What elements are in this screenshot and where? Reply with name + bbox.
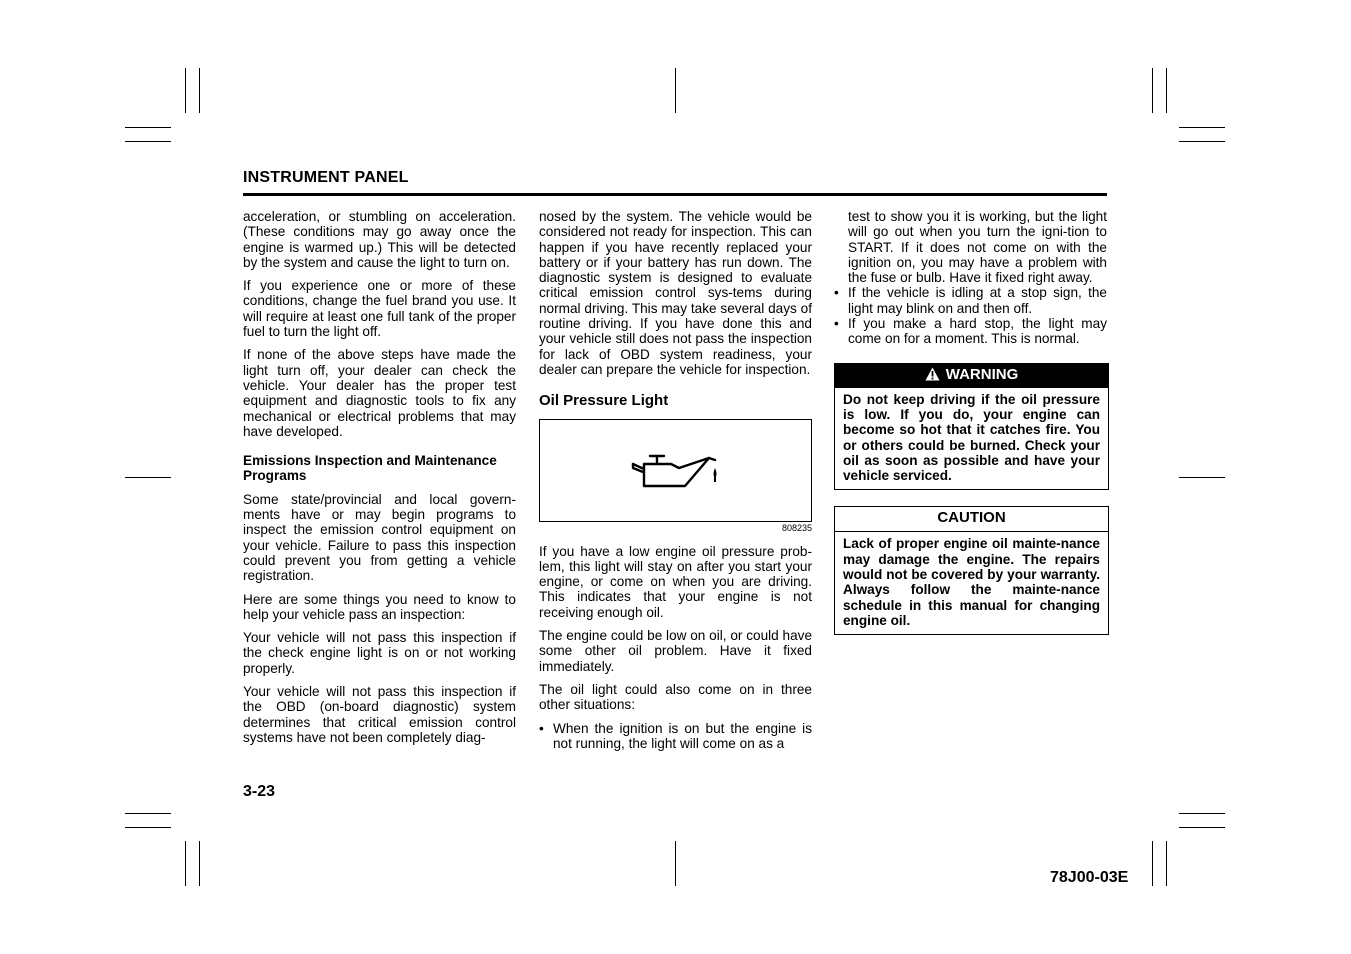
list-item: • If the vehicle is idling at a stop sign, the light may blink on and then off. — [834, 285, 1107, 316]
warning-header — [835, 364, 1108, 388]
crop-mark — [185, 68, 186, 113]
crop-mark — [125, 813, 171, 814]
crop-mark — [1179, 827, 1225, 828]
paragraph: The engine could be low on oil, or could have some other oil problem. Have it fixed immediately. — [539, 628, 812, 674]
bullet-list — [834, 285, 1107, 346]
paragraph: Your vehicle will not pass this inspection if the OBD (on-board diagnostic) system determines that critical emission control systems have not been completely diag- — [243, 684, 516, 745]
crop-mark — [1179, 127, 1225, 128]
bullet-list — [539, 721, 812, 752]
list-item: • When the ignition is on but the engine is not running, the light will come on as a — [539, 720, 812, 751]
crop-mark — [675, 68, 676, 113]
crop-mark — [1166, 841, 1167, 886]
crop-mark — [125, 141, 171, 142]
subheading-emissions-inspection: Emissions Inspection and Maintenance Programs — [243, 453, 497, 484]
oil-can-icon — [629, 448, 721, 492]
paragraph: If you experience one or more of these conditions, change the fuel brand you use. It will require at least one full tank of the proper fuel to turn the light off. — [243, 278, 516, 340]
crop-mark — [185, 841, 186, 886]
bullet-continuation: test to show you it is working, but the light will go out when you turn the igni-tion to START. If it does not come on with the ignition on, you may have a problem with the fuse or bulb. Have it fixed right away. — [848, 209, 1107, 286]
figure-code: 808235 — [781, 522, 812, 533]
column-3 — [834, 209, 1107, 635]
crop-mark — [1179, 141, 1225, 142]
paragraph: Here are some things you need to know to help your vehicle pass an inspection: — [243, 591, 516, 622]
paragraph: If you have a low engine oil pressure prob-lem, this light will stay on after you start your engine, or come on when you are driving. This indicates that your engine is not receiving enough oil. — [539, 543, 812, 620]
crop-mark — [199, 68, 200, 113]
crop-mark — [675, 841, 676, 886]
heading-oil-pressure-light: Oil Pressure Light — [539, 392, 669, 410]
warning-text: Do not keep driving if the oil pressure is low. If you do, your engine can become so hot that it catches fire. You or others could be burned. Check your oil as soon as possible and have your vehicle serviced. — [843, 391, 1100, 484]
document-code: 78J00-03E — [1050, 869, 1129, 886]
paragraph: Some state/provincial and local govern-ments have or may begin programs to inspect the emission control equipment on your vehicle. Failure to pass this inspection could prevent you from getting a vehicle registration. — [243, 491, 516, 584]
crop-mark — [125, 477, 171, 478]
paragraph: The oil light could also come on in three other situations: — [539, 681, 812, 713]
crop-mark — [1152, 68, 1153, 113]
column-2 — [539, 209, 812, 751]
warning-box — [834, 363, 1109, 491]
paragraph: If none of the above steps have made the light turn off, your dealer can check the vehicle. Your dealer has the proper test equipment and diagnostic tools to fix any mechanical or electrical problems that may have developed. — [243, 347, 516, 439]
warning-triangle-icon — [925, 366, 940, 388]
crop-mark — [1166, 68, 1167, 113]
page-number: 3-23 — [243, 783, 276, 800]
crop-mark — [125, 127, 171, 128]
paragraph: Your vehicle will not pass this inspection if the check engine light is on or not working properly. — [243, 630, 516, 676]
caution-box — [834, 506, 1109, 635]
crop-mark — [1179, 813, 1225, 814]
header-rule — [243, 193, 1107, 196]
paragraph: nosed by the system. The vehicle would be considered not ready for inspection. This can happen if you have recently replaced your battery or if your battery has run down. The diagnostic system is designed to evaluate critical emission control sys-tems during normal driving. This may take several days of routine driving. If you have done this and your vehicle still does not pass the inspection for lack of OBD system readiness, your dealer can prepare the vehicle for inspection. — [539, 209, 812, 377]
warning-title: WARNING — [945, 365, 1019, 383]
paragraph: acceleration, or stumbling on acceleration. (These conditions may go away once the engine is warmed up.) This will be detected by the system and cause the light to turn on. — [243, 209, 516, 270]
section-title: INSTRUMENT PANEL — [243, 169, 409, 186]
oil-pressure-figure — [539, 419, 812, 522]
crop-mark — [1152, 841, 1153, 886]
column-1 — [243, 209, 516, 753]
crop-mark — [125, 827, 171, 828]
crop-mark — [1179, 477, 1225, 478]
crop-mark — [199, 841, 200, 886]
list-item: • If you make a hard stop, the light may come on for a moment. This is normal. — [834, 316, 1107, 347]
caution-title: CAUTION — [835, 507, 1108, 532]
caution-text: Lack of proper engine oil mainte-nance may damage the engine. The repairs would not be covered by your warranty. Always follow the mainte-nance schedule in this manual for changing engine oil. — [843, 536, 1100, 628]
